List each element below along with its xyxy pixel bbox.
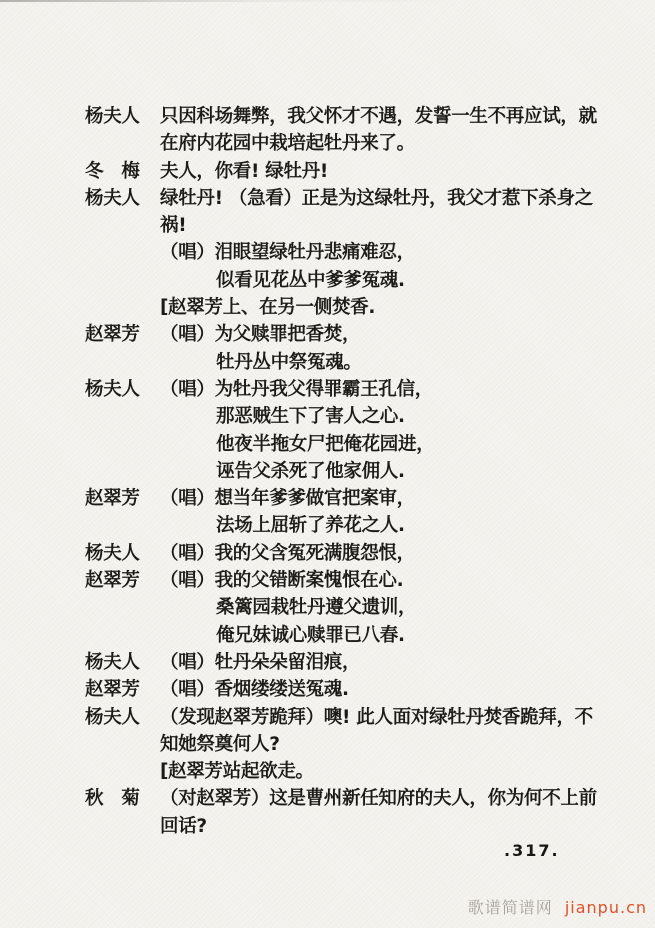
- line-text: （唱）为牡丹我父得罪霸王孔信，: [160, 378, 434, 400]
- line-text: 只因科场舞弊，我父怀才不遇，发誓一生不再应试，就: [160, 106, 597, 127]
- line-text: [赵翠芳上、在另一侧焚香.: [160, 297, 376, 319]
- speaker-name: 杨夫人: [85, 542, 140, 564]
- script-line: [85, 185, 619, 212]
- line-text: （唱）泪眼望绿牡丹悲痛难忍，: [160, 242, 415, 264]
- speaker-name: 杨夫人: [85, 106, 140, 127]
- line-text: （唱）我的父含冤死满腹怨恨，: [160, 542, 415, 564]
- script-line: [85, 458, 619, 485]
- line-text: 祸!: [160, 215, 187, 237]
- script-line: [85, 103, 619, 130]
- line-text: 桑篱园栽牡丹遵父遗训，: [216, 597, 417, 619]
- script-line: [85, 239, 619, 266]
- script-line: [85, 785, 619, 812]
- script-line: [85, 758, 619, 785]
- line-text: （发现赵翠芳跪拜）噢! 此人面对绿牡丹焚香跪拜，不: [160, 706, 593, 728]
- script-line: [85, 622, 619, 649]
- line-text: （唱）香烟缕缕送冤魂.: [160, 679, 349, 701]
- script-line: [85, 540, 619, 567]
- line-text: （唱）我的父错断案愧恨在心.: [160, 570, 404, 592]
- script-line: [85, 267, 619, 294]
- script-line: [85, 567, 619, 594]
- line-text: （唱）牡丹朵朵留泪痕，: [160, 651, 361, 673]
- script-line: [85, 212, 619, 239]
- line-text: 似看见花丛中爹爹冤魂.: [216, 269, 405, 291]
- script-line: [85, 321, 619, 348]
- script-lines: [85, 103, 619, 840]
- script-line: [85, 158, 619, 185]
- speaker-name: 赵翠芳: [85, 324, 140, 346]
- script-line: [85, 485, 619, 512]
- speaker-name: 杨夫人: [85, 706, 140, 728]
- line-text: 知她祭奠何人?: [160, 733, 280, 755]
- script-line: [85, 512, 619, 539]
- line-text: 牡丹丛中祭冤魂。: [216, 351, 362, 373]
- script-line: [85, 431, 619, 458]
- line-text: 在府内花园中栽培起牡丹来了。: [160, 133, 415, 155]
- line-text: 他夜半拖女尸把俺花园进，: [216, 433, 435, 455]
- script-line: [85, 403, 619, 430]
- speaker-name: 杨夫人: [85, 651, 140, 673]
- line-text: 绿牡丹! （急看）正是为这绿牡丹，我父才惹下杀身之: [160, 187, 593, 209]
- speaker-name: 秋 菊: [85, 788, 140, 810]
- script-line: [85, 704, 619, 731]
- line-text: （唱）为父赎罪把香焚，: [160, 324, 361, 346]
- script-line: [85, 813, 619, 840]
- watermark: [468, 895, 647, 918]
- line-text: 那恶贼生下了害人之心.: [216, 406, 405, 428]
- script-line: [85, 649, 619, 676]
- watermark-site-url: jianpu.cn: [564, 898, 647, 917]
- script-line: [85, 731, 619, 758]
- script-line: [85, 294, 619, 321]
- line-text: 回话?: [160, 815, 207, 837]
- line-text: （对赵翠芳）这是曹州新任知府的夫人，你为何不上前: [160, 788, 597, 810]
- speaker-name: 赵翠芳: [85, 488, 140, 510]
- page-number: .317.: [504, 841, 560, 860]
- watermark-site-name: 歌谱简谱网: [467, 898, 553, 917]
- line-text: 诬告父杀死了他家佣人.: [216, 460, 405, 482]
- script-line: [85, 130, 619, 157]
- line-text: 法场上屈斩了养花之人.: [216, 515, 405, 537]
- line-text: 俺兄妹诚心赎罪已八春.: [216, 624, 405, 646]
- script-line: [85, 376, 619, 403]
- speaker-name: 冬 梅: [85, 160, 140, 182]
- speaker-name: 赵翠芳: [85, 679, 140, 701]
- script-line: [85, 349, 619, 376]
- script-line: [85, 594, 619, 621]
- speaker-name: 赵翠芳: [85, 570, 140, 592]
- line-text: 夫人，你看! 绿牡丹!: [160, 160, 329, 182]
- script-line: [85, 676, 619, 703]
- line-text: （唱）想当年爹爹做官把案审，: [160, 488, 415, 510]
- speaker-name: 杨夫人: [85, 187, 140, 209]
- line-text: [赵翠芳站起欲走。: [160, 761, 314, 783]
- speaker-name: 杨夫人: [85, 378, 140, 400]
